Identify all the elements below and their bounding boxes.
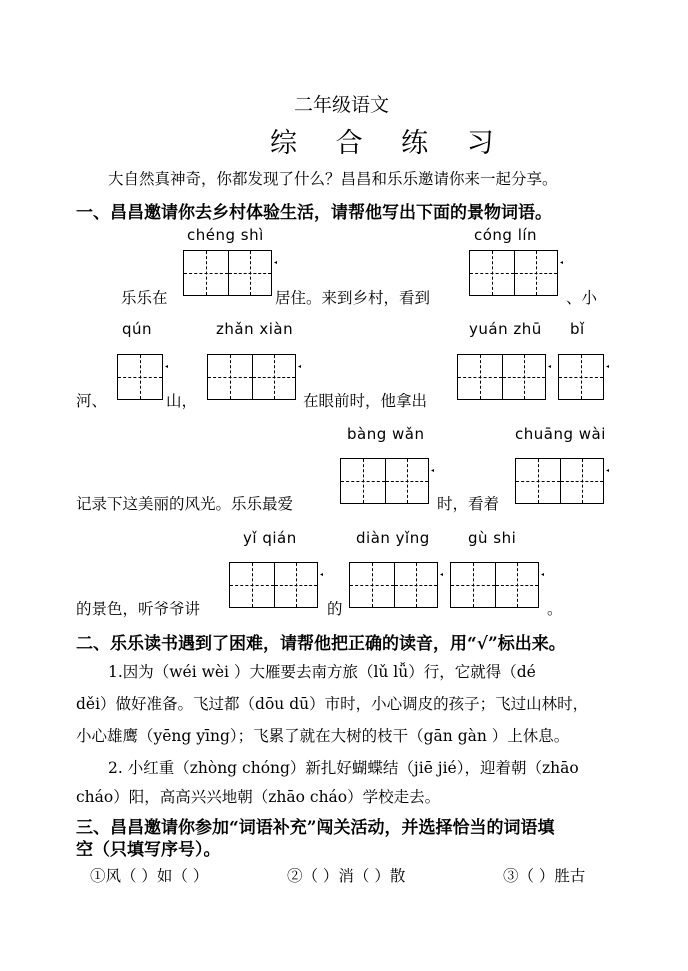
row2-text-1: 河、 (76, 392, 108, 410)
pinyin-bi: bǐ (570, 320, 585, 338)
pinyin-chengshi: chéng shì (187, 226, 264, 244)
section2-line: 1.因为（wéi wèi ）大雁要去南方旅（lǔ lǚ）行，它就得（dé (108, 663, 536, 681)
grid-marker-icon: ◂ (560, 259, 564, 266)
pinyin-yuanzhu: yuán zhū (469, 320, 542, 338)
pinyin-dianying: diàn yǐng (356, 529, 430, 547)
answer-grid-gushi[interactable] (450, 562, 539, 608)
row3-text-1: 记录下这美丽的风光。乐乐最爱 (76, 495, 294, 513)
answer-grid-zhanxian[interactable] (207, 354, 296, 400)
idiom-item-3: ③（ ）胜古 (503, 867, 586, 885)
answer-grid-conglin[interactable] (469, 250, 558, 296)
row2-text-2: 山， (166, 392, 198, 410)
pinyin-gushi: gù shi (468, 529, 517, 547)
row1-text-3: 、小 (566, 289, 598, 307)
grid-marker-icon: ◂ (165, 363, 169, 370)
answer-grid-dianying[interactable] (349, 562, 438, 608)
grid-marker-icon: ◂ (440, 571, 444, 578)
grid-marker-icon: ◂ (274, 259, 278, 266)
grid-marker-icon: ◂ (320, 571, 324, 578)
section2-line: 小心雄鹰（yēng yīng）；飞累了就在大树的枝干（gān gàn ）上休息。 (76, 727, 570, 745)
answer-grid-bangwan[interactable] (340, 458, 429, 504)
row2-text-3: 在眼前时，他拿出 (303, 392, 428, 410)
section2-heading: 二、乐乐读书遇到了困难，请帮他把正确的读音，用“√”标出来。 (76, 634, 566, 654)
pinyin-zhanxian: zhǎn xiàn (216, 320, 294, 338)
pinyin-conglin: cóng lín (474, 226, 538, 244)
grid-marker-icon: ◂ (606, 363, 610, 370)
answer-grid-bi[interactable] (558, 354, 604, 400)
answer-grid-chengshi[interactable] (183, 250, 272, 296)
section2-line: cháo）阳，高高兴兴地朝（zhāo cháo）学校走去。 (76, 788, 441, 806)
grid-marker-icon: ◂ (431, 467, 435, 474)
pinyin-yiqian: yǐ qián (243, 529, 297, 547)
row4-text-3: 。 (547, 600, 563, 618)
row1-text-2: 居住。来到乡村，看到 (275, 289, 431, 307)
section2-line: 2. 小红重（zhòng chóng）新扎好蝴蝶结（jiē jié），迎着朝（zhāo (108, 759, 579, 777)
pinyin-bangwan: bàng wǎn (347, 425, 425, 443)
section3-heading: 三、昌昌邀请你参加“词语补充”闯关活动，并选择恰当的词语填 (76, 818, 555, 838)
pinyin-chuangwai: chuāng wài (515, 425, 606, 443)
section1-heading: 一、昌昌邀请你去乡村体验生活，请帮他写出下面的景物词语。 (76, 203, 552, 223)
idiom-item-1: ①风（ ）如（ ） (90, 867, 209, 885)
row4-text-1: 的景色，听爷爷讲 (76, 600, 201, 618)
answer-grid-qun[interactable] (117, 354, 163, 400)
idiom-item-2: ②（ ）消（ ）散 (287, 867, 406, 885)
row3-text-2: 时，看着 (437, 495, 500, 513)
answer-grid-yuanzhu[interactable] (457, 354, 546, 400)
row1-text-1: 乐乐在 (121, 289, 168, 307)
section3-heading-cont: 空（只填写序号）。 (76, 840, 221, 860)
answer-grid-chuangwai[interactable] (515, 458, 604, 504)
grid-marker-icon: ◂ (548, 363, 552, 370)
answer-grid-yiqian[interactable] (229, 562, 318, 608)
grid-marker-icon: ◂ (298, 363, 302, 370)
grade-label: 二年级语文 (294, 94, 390, 116)
intro-text: 大自然真神奇，你都发现了什么？昌昌和乐乐邀请你来一起分享。 (108, 170, 558, 188)
section2-line: děi）做好准备。飞过都（dōu dū）市时，小心调皮的孩子；飞过山林时， (76, 695, 589, 713)
page-title: 综 合 练 习 (270, 128, 509, 159)
pinyin-qun: qún (122, 320, 153, 338)
grid-marker-icon: ◂ (606, 467, 610, 474)
row4-text-2: 的 (327, 600, 343, 618)
grid-marker-icon: ◂ (541, 571, 545, 578)
